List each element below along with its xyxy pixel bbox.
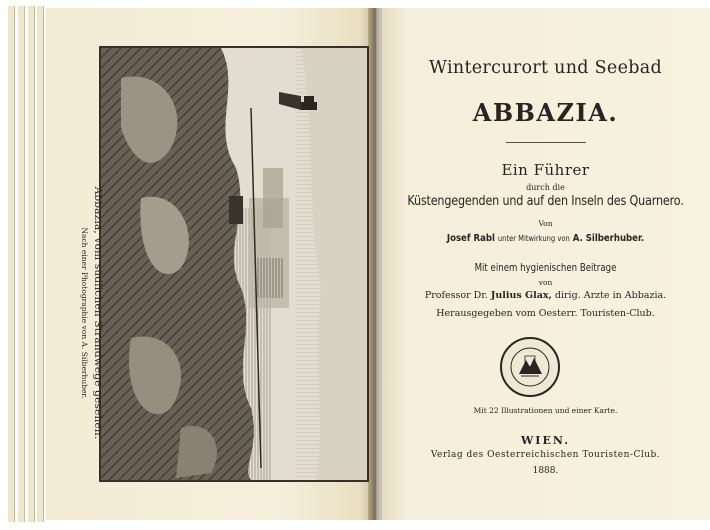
engraving-illustration (99, 46, 369, 482)
durch-line: durch die (526, 183, 565, 192)
hygiene-line: Mit einem hygienischen Beitrage (474, 262, 617, 274)
year-line: 1888. (532, 466, 559, 476)
illustrations-line: Mit 22 Illustrationen und einer Karte. (473, 406, 618, 415)
page-edge (8, 6, 15, 522)
professor-line (381, 290, 710, 301)
page-edge (37, 6, 44, 522)
page-edge (28, 6, 35, 522)
illustration-caption (64, 148, 106, 478)
club-seal-emblem (499, 336, 561, 398)
city-line: WIEN. (520, 434, 571, 447)
professor-prefix: Professor Dr. (424, 290, 488, 301)
subtitle-top: Wintercurort und Seebad (429, 58, 662, 78)
caption-credit: Nach einer Photographie von A. Silberhuber. (80, 227, 89, 399)
professor-name: Julius Glax, (490, 290, 552, 301)
divider (506, 142, 586, 143)
book-spine (368, 8, 382, 520)
page-edge (18, 6, 25, 522)
publisher-line: Herausgegeben vom Oesterr. Touristen-Club. (436, 308, 655, 319)
verlag-line: Verlag des Oesterreichischen Touristen-Club. (430, 450, 661, 460)
author-name: Josef Rabl (446, 233, 495, 244)
guide-heading: Ein Führer (501, 161, 590, 179)
caption-main: Abbazia, vom südlichen Strandwege gesehen. (92, 186, 104, 440)
author-line (381, 233, 710, 244)
engraving-artwork (101, 48, 367, 480)
coauthor-name: A. Silberhuber. (572, 233, 645, 244)
author-connector: unter Mitwirkung von (497, 234, 570, 243)
book-title: ABBAZIA. (472, 98, 619, 127)
region-line: Küstengegenden und auf den Inseln des Quarnero. (407, 194, 684, 209)
von-line: Von (538, 219, 553, 228)
von-line-2: von (538, 278, 553, 287)
professor-suffix: dirig. Arzte in Abbazia. (554, 290, 667, 301)
